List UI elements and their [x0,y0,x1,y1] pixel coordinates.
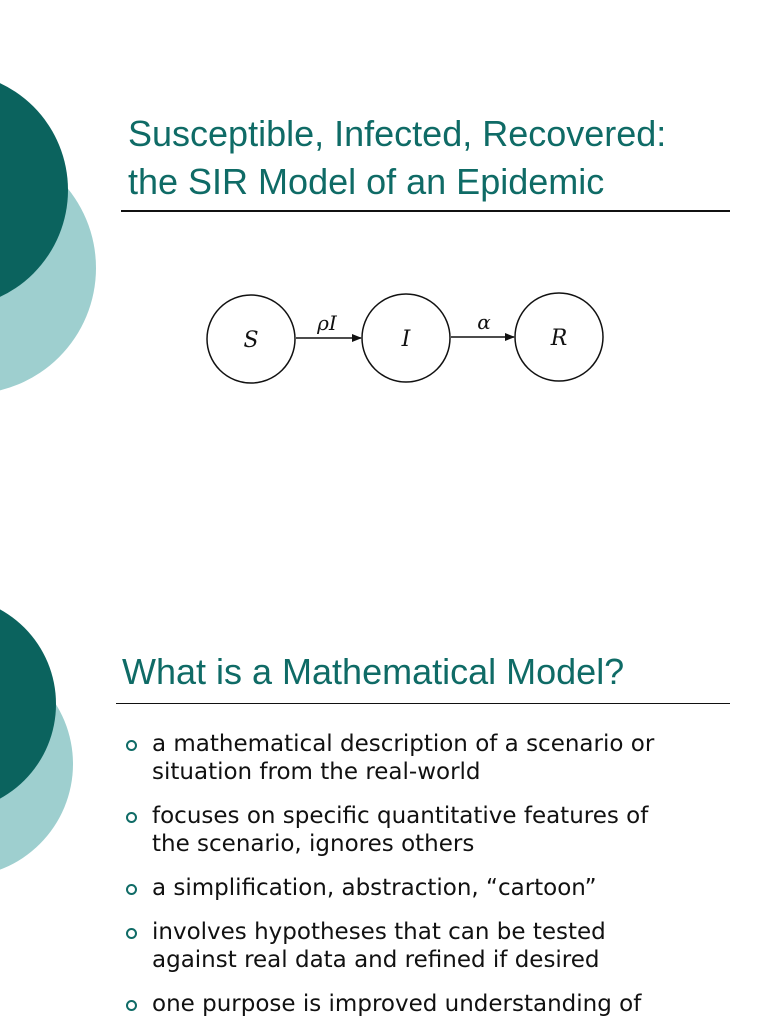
bullet-text-line: against real data and refined if desired [152,947,600,973]
bullet-text-line: situation from the real-world [152,759,481,785]
hollow-circle-bullet-icon [126,928,137,939]
bullet-text-line: involves hypotheses that can be tested [152,919,606,945]
bullet-item [122,874,752,902]
bullet-text-line: a simplification, abstraction, “cartoon” [152,875,597,901]
hollow-circle-bullet-icon [126,740,137,751]
slide-mathematical-model [0,512,768,1024]
decorative-circles [0,512,140,1024]
bullet-text-line: a mathematical description of a scenario or [152,731,655,757]
title-divider [121,210,730,212]
bullet-item [122,730,752,786]
edge-s-to-i-label: ρI [317,311,337,335]
sir-diagram [190,280,630,400]
bullet-text-line: focuses on specific quantitative features of [152,803,649,829]
bullet-list [122,730,752,1024]
node-r-label: R [550,326,568,351]
decorative-circles [0,0,140,512]
hollow-circle-bullet-icon [126,884,137,895]
title-line: What is a Mathematical Model? [122,651,625,692]
bullet-text-line: one purpose is improved understanding of [152,991,642,1017]
hollow-circle-bullet-icon [126,1000,137,1011]
edge-i-to-r-label: α [477,310,491,334]
title-line: Susceptible, Infected, Recovered: [128,113,667,154]
node-s-label: S [243,328,259,353]
bullet-item [122,802,752,858]
title-line: the SIR Model of an Epidemic [128,161,605,202]
bullet-item [122,990,752,1018]
hollow-circle-bullet-icon [126,812,137,823]
bullet-text-line: the scenario, ignores others [152,831,475,857]
node-i-label: I [401,327,411,352]
title-divider [116,703,730,704]
slide-title [128,110,666,206]
bullet-item [122,918,752,974]
slide-title [122,650,624,694]
